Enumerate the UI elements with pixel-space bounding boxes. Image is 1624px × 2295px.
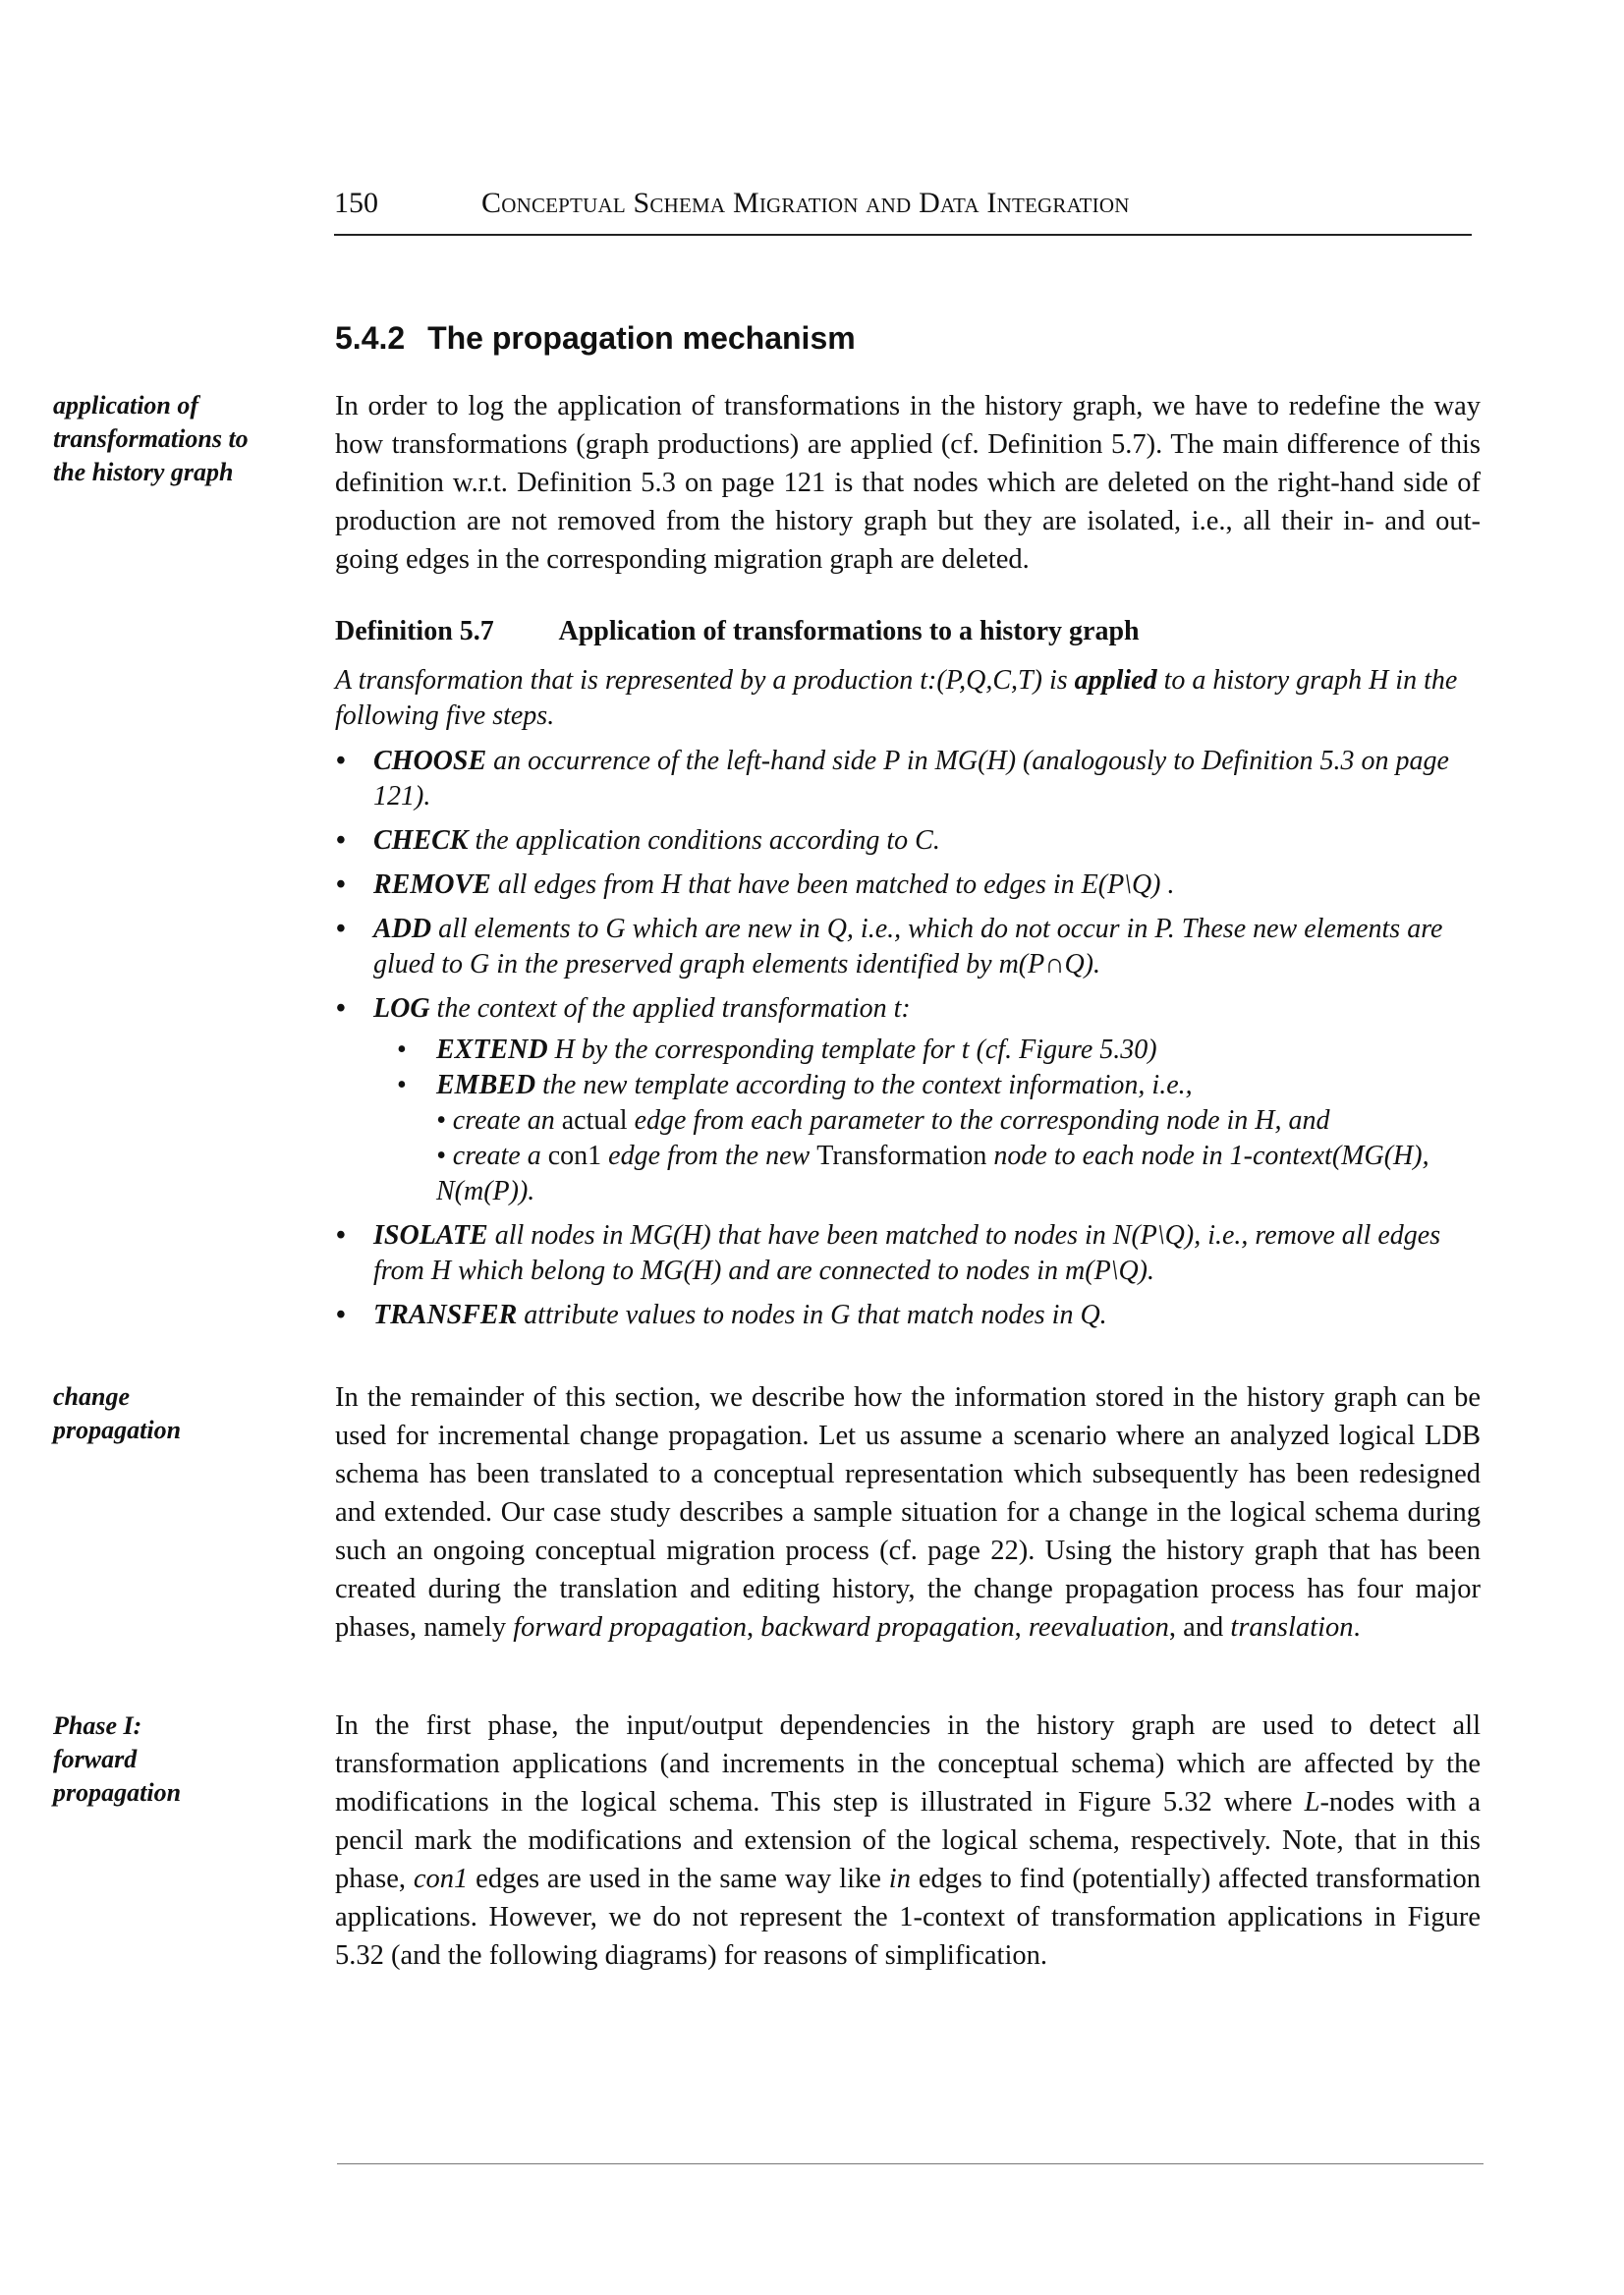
list-item: • EMBED the new template according to the context information, i.e., — [373, 1068, 1481, 1103]
definition-title — [335, 616, 1140, 647]
footer-rule — [337, 2163, 1484, 2164]
list-item: • REMOVE all edges from H that have been matched to edges in E(P\Q) . — [335, 868, 1481, 903]
margin-note-application: application of transformations to the history graph — [53, 391, 249, 486]
list-item: • TRANSFER attribute values to nodes in G that match nodes in Q. — [335, 1298, 1481, 1333]
list-item: • ADD all elements to G which are new in Q, i.e., which do not occur in P. These new elements are glued to G in the preserved graph elements identified by m(P∩Q). — [335, 912, 1481, 982]
section-number: 5.4.2 — [335, 320, 406, 356]
list-item: • CHOOSE an occurrence of the left-hand side P in MG(H) (analogously to Definition 5.3 on page 121). — [335, 744, 1481, 814]
page-header — [334, 183, 1472, 236]
embed-detail-2: • create a con1 edge from the new Transformation node to each node in 1-context(MG(H), N(m(P)). — [436, 1141, 1429, 1206]
page-number: 150 — [334, 187, 378, 219]
change-propagation-paragraph: In the remainder of this section, we describe how the information stored in the history graph can be used for incremental change propagation. Let us assume a scenario where an analyzed logical LDB schema has been translated to a conceptual representation which subsequently has been redesigned and extended. Our case study describes a sample situation for a change in the logical schema during such an ongoing conceptual migration process (cf. page 22). Using the history graph that has been created during the translation and editing history, the change propagation process has four major phases, namely forward propagation, backward propagation, reevaluation, and translation. — [335, 1382, 1481, 1643]
definition-intro: A transformation that is represented by a production t:(P,Q,C,T) is applied to a history graph H in the following five steps. — [335, 665, 1458, 731]
definition-steps — [335, 744, 1481, 1333]
phase-one-paragraph: In the first phase, the input/output dependencies in the history graph are used to detect all transformation applications (and increments in the conceptual schema) which are affected by the modifications in the logical schema. This step is illustrated in Figure 5.32 where L-nodes with a pencil mark the modifications and extension of the logical schema, respectively. Note, that in this phase, con1 edges are used in the same way like in edges to find (potentially) affected transformation applications. However, we do not represent the 1-context of transformation applications in Figure 5.32 (and the following diagrams) for reasons of simplification. — [335, 1710, 1482, 1971]
definition-name: Application of transformations to a history graph — [558, 616, 1140, 646]
list-item: • ISOLATE all nodes in MG(H) that have been matched to nodes in N(P\Q), i.e., remove all edges from H which belong to MG(H) and are connected to nodes in m(P\Q). — [335, 1218, 1481, 1289]
definition-body — [335, 663, 1481, 1342]
intro-paragraph: In order to log the application of transformations in the history graph, we have to redefine the way how transformations (graph productions) are applied (cf. Definition 5.7). The main difference of this definition w.r.t. Definition 5.3 on page 121 is that nodes which are deleted on the right-hand side of production are not removed from the history graph but they are isolated, i.e., all their in- and out-going edges in the corresponding migration graph are deleted. — [335, 391, 1481, 575]
margin-note-change-propagation: change propagation — [53, 1382, 182, 1444]
embed-detail-1: • create an actual edge from each parameter to the corresponding node in H, and — [436, 1105, 1330, 1136]
running-title: Conceptual Schema Migration and Data Integration — [481, 187, 1130, 219]
margin-note-phase-one: Phase I: forward propagation — [53, 1711, 182, 1807]
list-item: • EXTEND H by the corresponding template for t (cf. Figure 5.30) — [373, 1033, 1481, 1068]
section-heading — [335, 320, 856, 357]
section-title: The propagation mechanism — [427, 320, 856, 356]
log-substeps — [373, 1033, 1481, 1103]
definition-label: Definition 5.7 — [335, 616, 494, 646]
list-item: • CHECK the application conditions according to C. — [335, 823, 1481, 859]
list-item: • LOG the context of the applied transformation t: • EXTEND H by the corresponding template for t (cf. Figure 5.30) • EMBED the new template according to the context information, i.e., • create an actual edge from each parameter to the corresponding node in H, and • create a con1 edge from the new Transformation node to each node in 1-context(MG(H), N(m(P)). — [335, 991, 1481, 1209]
